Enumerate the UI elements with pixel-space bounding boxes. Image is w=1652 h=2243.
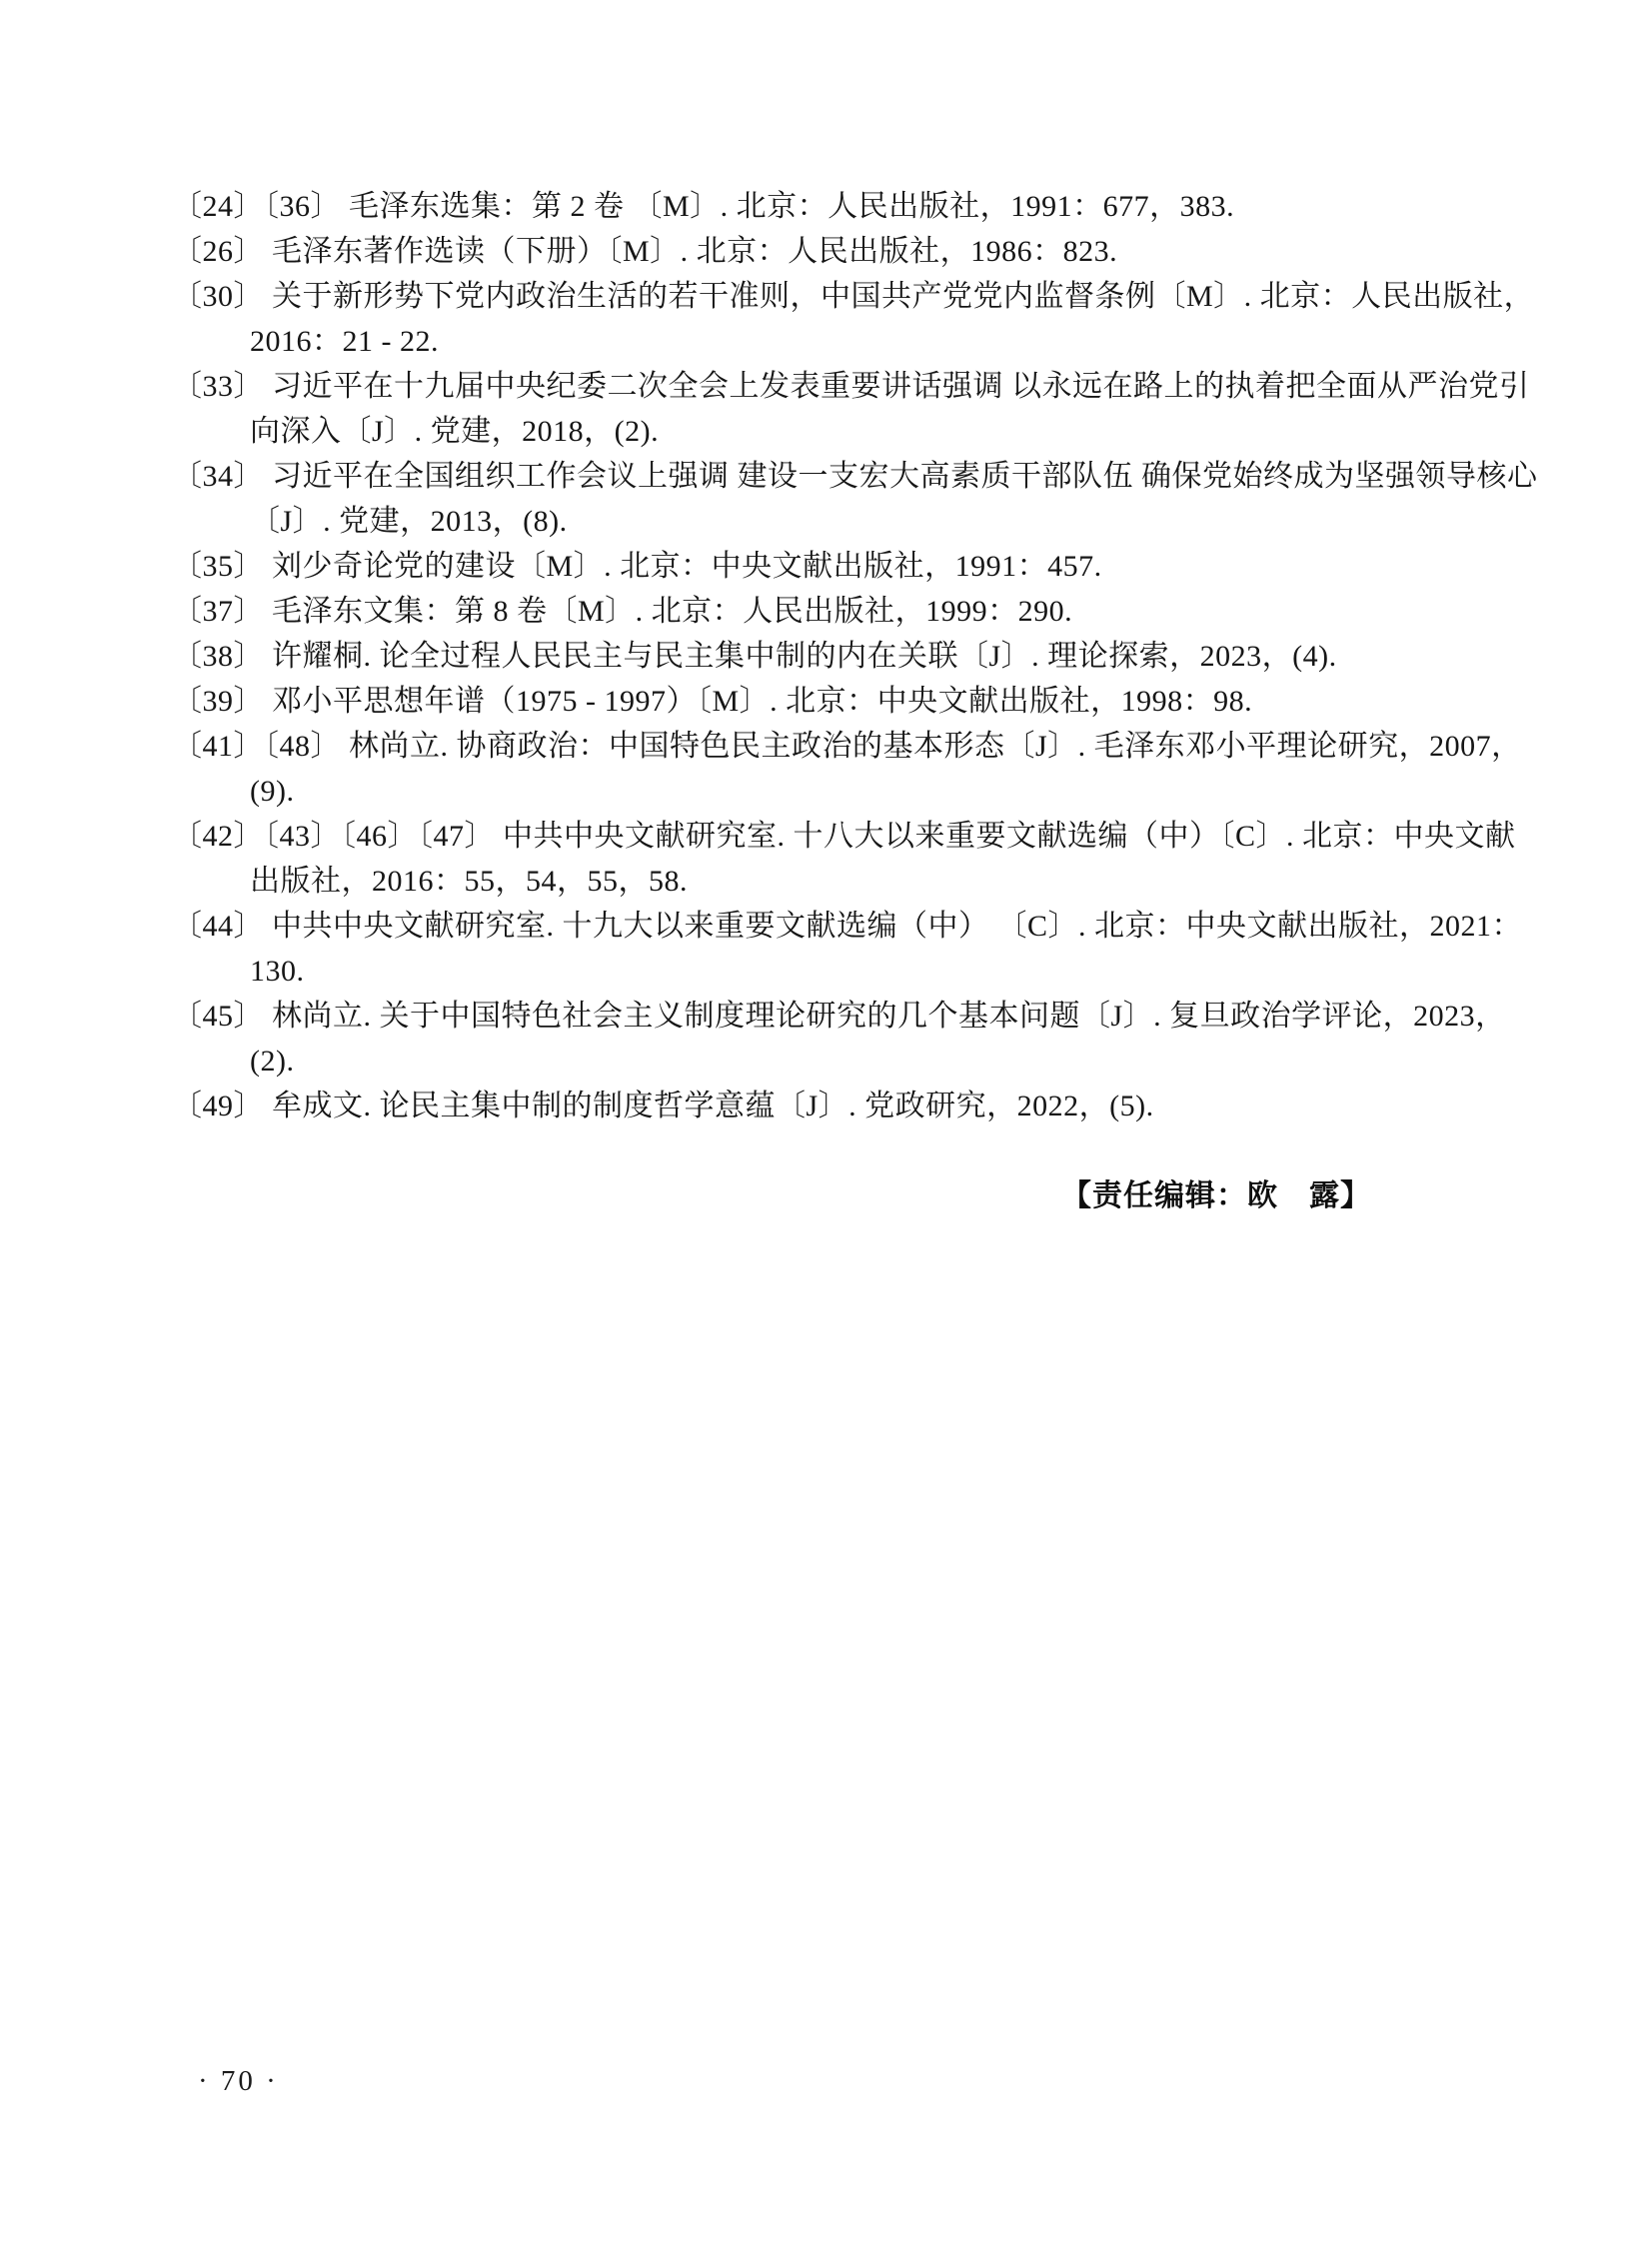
reference-line: 〔33〕 习近平在十九届中央纪委二次全会上发表重要讲话强调 以永远在路上的执着把全面从严治党引 (172, 370, 1530, 403)
reference-line: 〔44〕 中共中央文献研究室. 十九大以来重要文献选编（中） 〔C〕. 北京：中央文献出版社，2021： (172, 910, 1523, 943)
editor-credit: 【责任编辑：欧 露】 (1061, 1179, 1371, 1212)
reference-line-continuation: (2). (250, 1045, 295, 1078)
reference-line-continuation: 〔J〕. 党建，2013，(8). (250, 505, 568, 538)
page-number: · 70 · (198, 2065, 279, 2097)
reference-line-continuation: (9). (250, 775, 295, 808)
reference-line: 〔35〕 刘少奇论党的建设〔M〕. 北京：中央文献出版社，1991：457. (172, 550, 1102, 583)
reference-line: 〔38〕 许耀桐. 论全过程人民民主与民主集中制的内在关联〔J〕. 理论探索，2023，(4). (172, 640, 1337, 673)
reference-line: 〔42〕〔43〕〔46〕〔47〕 中共中央文献研究室. 十八大以来重要文献选编（中）〔C〕. 北京：中央文献 (172, 820, 1516, 853)
reference-line: 〔41〕〔48〕 林尚立. 协商政治：中国特色民主政治的基本形态〔J〕. 毛泽东邓小平理论研究，2007， (172, 730, 1522, 763)
reference-line-continuation: 向深入〔J〕. 党建，2018，(2). (250, 415, 660, 448)
reference-line: 〔39〕 邓小平思想年谱（1975 - 1997）〔M〕. 北京：中央文献出版社，1998：98. (172, 685, 1253, 718)
reference-line: 〔24〕〔36〕 毛泽东选集：第 2 卷 〔M〕. 北京：人民出版社，1991：677，383. (172, 190, 1235, 223)
reference-line: 〔34〕 习近平在全国组织工作会议上强调 建设一支宏大高素质干部队伍 确保党始终成为坚强领导核心 (172, 460, 1538, 493)
reference-line-continuation: 2016：21 - 22. (250, 325, 439, 358)
reference-line: 〔45〕 林尚立. 关于中国特色社会主义制度理论研究的几个基本问题〔J〕. 复旦政治学评论，2023， (172, 1000, 1506, 1033)
reference-line: 〔49〕 牟成文. 论民主集中制的制度哲学意蕴〔J〕. 党政研究，2022，(5). (172, 1090, 1154, 1122)
reference-line: 〔30〕 关于新形势下党内政治生活的若干准则，中国共产党党内监督条例〔M〕. 北京：人民出版社， (172, 280, 1535, 313)
reference-line: 〔26〕 毛泽东著作选读（下册）〔M〕. 北京：人民出版社，1986：823. (172, 235, 1118, 268)
reference-line-continuation: 130. (250, 955, 305, 988)
reference-line: 〔37〕 毛泽东文集：第 8 卷〔M〕. 北京：人民出版社，1999：290. (172, 595, 1073, 628)
reference-line-continuation: 出版社，2016：55，54，55，58. (250, 865, 688, 898)
references-section (172, 184, 1538, 1218)
